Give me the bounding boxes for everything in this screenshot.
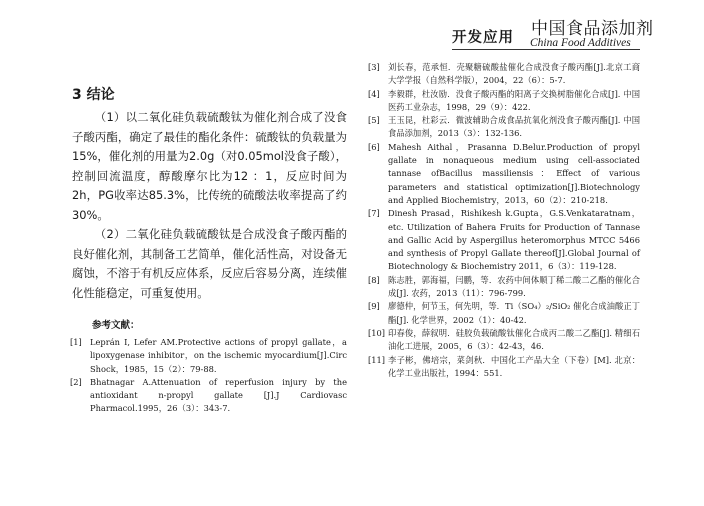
reference-item	[368, 300, 640, 327]
reference-text: 王玉昆，杜彩云．微波辅助合成食品抗氧化剂没食子酸丙酯[J]. 中国食品添加剂，2013（3）：132-136.	[388, 115, 640, 139]
reference-item	[368, 274, 640, 301]
header-rule	[452, 49, 640, 50]
journal-header	[0, 0, 704, 56]
right-column	[368, 61, 640, 380]
section-label: 开发应用	[452, 30, 514, 46]
reference-number: [7]	[368, 208, 380, 219]
references-heading: 参考文献：	[92, 320, 140, 331]
reference-text: Mahesh Aithal，Prasanna D.Belur.Production of propyl gallate in nonaqueous medium using cell-associated tannase ofBacillus massiliensis：Effect of various parameters and statistical optimization[J].Biotechnology and Applied Biochemistry，2013，60（2）：210-218.	[388, 141, 640, 205]
reference-number: [4]	[368, 88, 380, 99]
reference-item	[368, 141, 640, 207]
reference-text: Leprán I, Lefer AM.Protective actions of propyl gallate，a lipoxygenase inhibitor，on the ischemic myocardium[J].Circ Shock，1985，15（2）：79-88.	[90, 337, 347, 374]
reference-text: 李毅群，杜汝励．没食子酸丙酯的阳离子交换树脂催化合成[J]. 中国医药工业杂志，1998，29（9）：422.	[388, 88, 640, 112]
reference-text: 李子彬，佛培宗，菜剑秋．中国化工产品大全（下卷）[M]. 北京：化学工业出版社，1994：551.	[388, 354, 640, 378]
conclusion-paragraph-1: （1）以二氧化硅负载硫酸钛为催化剂合成了没食子酸丙酯，确定了最佳的酯化条件：硫酸钛的负载量为15%，催化剂的用量为2.0g（对0.05mol没食子酸），控制回流温度，醇酸摩尔比为12 ：1，反应时间为2h，PG收率达85.3%，比传统的硫酸法收率提高了约30%。	[72, 110, 347, 222]
reference-text: 廖德仲，何节玉，何先明，等．Ti（SO₄）₂/SiO₂ 催化合成油酸正丁酯[J]. 化学世界，2002（1）：40-42.	[388, 301, 640, 325]
conclusion-heading: 3 结论	[72, 87, 115, 103]
reference-item	[368, 114, 640, 141]
conclusion-paragraph-2: （2）二氧化硅负载硫酸钛是合成没食子酸丙酯的良好催化剂，其制备工艺简单，催化活性高，对设备无腐蚀，不溶于有机反应体系，反应后容易分离，连续催化性能稳定，可重复使用。	[72, 227, 347, 300]
reference-item	[368, 327, 640, 354]
reference-item	[368, 88, 640, 115]
journal-title-zh: 中国食品添加剂	[531, 19, 654, 39]
reference-text: 陈志胜，郭海福，闫鹏，等．农药中间体顺丁稀二酸二乙酯的催化合成[J]. 农药，2013（11）：796-799.	[388, 274, 640, 299]
reference-number: [1]	[70, 337, 82, 347]
reference-text: Bhatnagar A.Attenuation of reperfusion injury by the antioxidant n-propyl gallate [J].J Cardiovasc Pharmacol.1995，26（3）：343-7.	[90, 376, 347, 414]
references-left-list	[72, 336, 347, 416]
reference-item	[368, 207, 640, 273]
reference-number: [8]	[368, 274, 380, 285]
reference-text: 刘长春，范承恒．壳聚糖硫酸盐催化合成没食子酸丙酯[J].北京工商大学学报（自然科学版），2004，22（6）：5-7.	[388, 62, 640, 86]
reference-text: Dinesh Prasad，Rishikesh k.Gupta，G.S.Venkataratnam，etc. Utilization of Bahera Fruits for Production of Tannase and Gallic Acid by Aspergillus heteromorphus MTCC 5466 and synthesis of Propyl Gallate thereof[J].Global Journal of Biotechnology & Biochemistry 2011，6（3）：119-128.	[388, 208, 640, 272]
reference-number: [5]	[368, 115, 380, 126]
reference-item	[72, 376, 347, 416]
reference-item	[368, 354, 640, 381]
reference-number: [10]	[368, 327, 386, 338]
reference-number: [9]	[368, 301, 380, 312]
reference-number: [3]	[368, 62, 380, 72]
reference-item	[72, 336, 347, 376]
journal-title-en: China Food Additives	[530, 37, 631, 49]
left-column	[72, 76, 347, 416]
reference-number: [2]	[70, 376, 82, 387]
reference-number: [6]	[368, 141, 380, 152]
reference-text: 印春俊，薛叙明．硅胶负载硫酸钛催化合成丙二酸二乙酯[J]. 精细石油化工进展，2005，6（3）：42-43，46.	[388, 327, 640, 352]
reference-item	[368, 61, 640, 88]
reference-number: [11]	[368, 354, 386, 365]
